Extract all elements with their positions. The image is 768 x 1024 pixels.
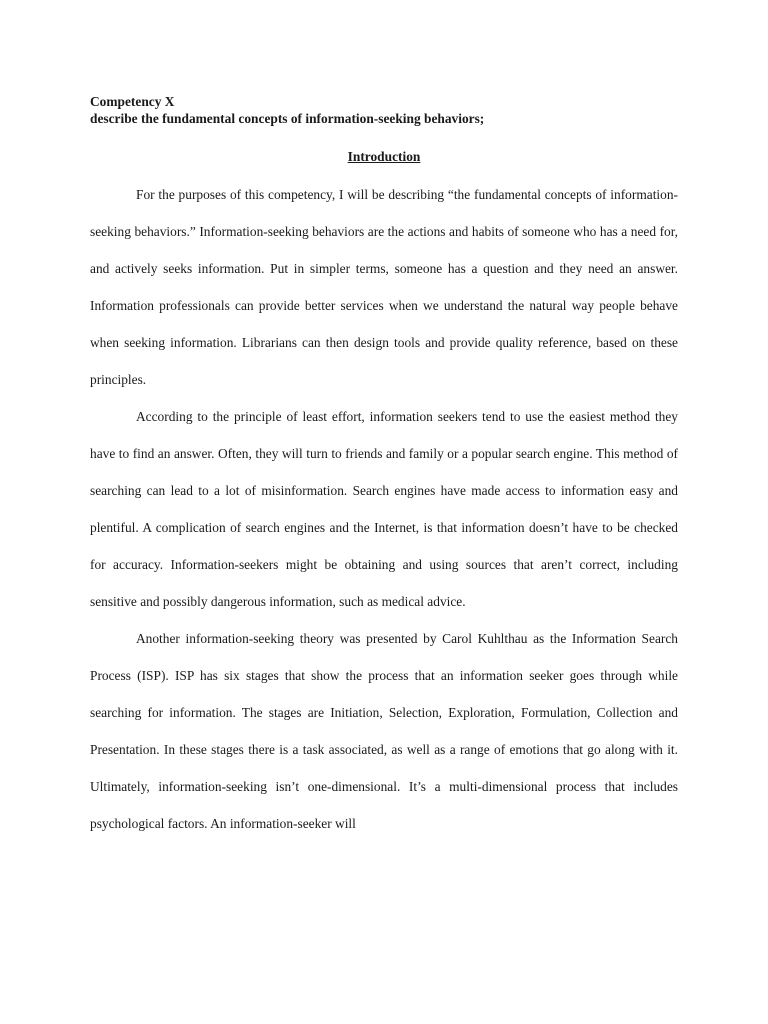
paragraph-2: According to the principle of least effort, information seekers tend to use the easiest method they have to find an answer. Often, they will turn to friends and family or a popular search engine. This method of searching can lead to a lot of misinformation. Search engines have made access to information easy and plentiful. A complication of search engines and the Internet, is that information doesn’t have to be checked for accuracy. Information-seekers might be obtaining and using sources that aren’t correct, including sensitive and possibly dangerous information, such as medical advice. <box>90 409 678 609</box>
competency-title: Competency X <box>90 94 175 109</box>
section-title: Introduction <box>347 149 421 164</box>
paragraph-3: Another information-seeking theory was presented by Carol Kuhlthau as the Information Search Process (ISP). ISP has six stages that show the process that an information seeker goes through while searching for information. The stages are Initiation, Selection, Exploration, Formulation, Collection and Presentation. In these stages there is a task associated, as well as a range of emotions that go along with it. Ultimately, information-seeking isn’t one-dimensional. It’s a multi-dimensional process that includes psychological factors. An information-seeker will <box>90 631 678 831</box>
competency-subtitle: describe the fundamental concepts of information-seeking behaviors; <box>90 111 485 126</box>
document-page <box>90 93 690 842</box>
paragraph-1: For the purposes of this competency, I will be describing “the fundamental concepts of information-seeking behaviors.” Information-seeking behaviors are the actions and habits of someone who has a need for, and actively seeks information. Put in simpler terms, someone has a question and they need an answer. Information professionals can provide better services when we understand the natural way people behave when seeking information. Librarians can then design tools and provide quality reference, based on these principles. <box>90 187 678 387</box>
